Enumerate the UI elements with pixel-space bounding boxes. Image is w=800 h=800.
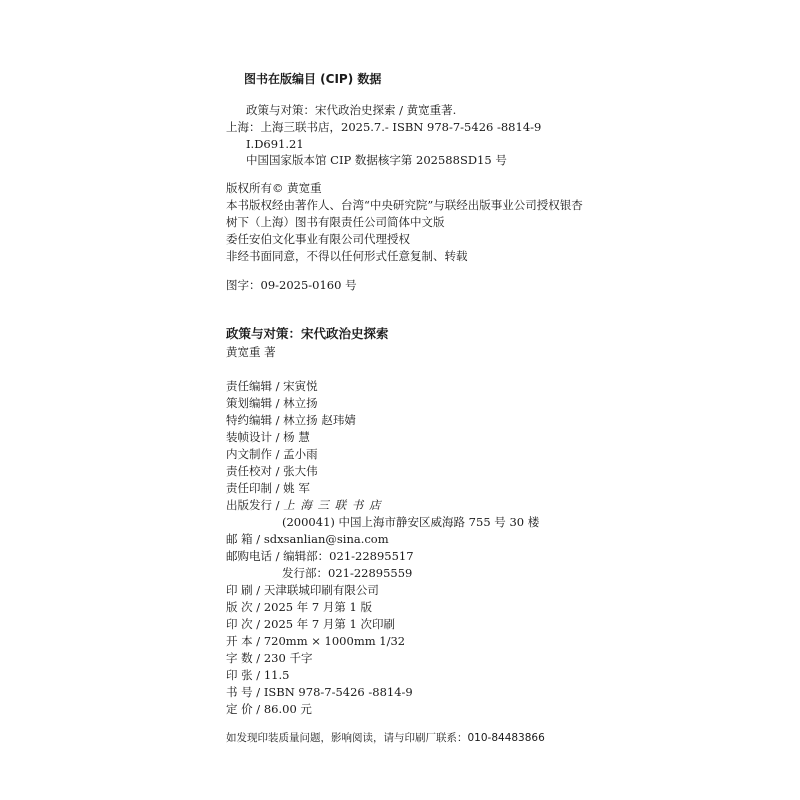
publisher-tel-distribution: 发行部：021-22895559: [282, 566, 413, 580]
credit-line: 特约编辑 / 林立扬 赵玮婧: [226, 413, 356, 427]
book-author: 黄宽重 著: [226, 345, 276, 359]
publisher-logo: 上 海 三 联 书 店: [283, 498, 382, 512]
rights-line-1: 版权所有© 黄宽重: [226, 181, 322, 195]
quality-notice: 如发现印装质量问题，影响阅读，请与印刷厂联系：010-84483866: [226, 732, 545, 744]
cip-line-4: 中国国家版本馆 CIP 数据核字第 202588SD15 号: [246, 153, 507, 167]
publisher-line: [226, 500, 381, 512]
publisher-label: 出版发行 /: [226, 498, 284, 512]
book-title: 政策与对策：宋代政治史探索: [226, 326, 389, 341]
spec-line: 印 次 / 2025 年 7 月第 1 次印刷: [226, 617, 396, 631]
spec-line: 字 数 / 230 千字: [226, 651, 313, 665]
credit-line: 策划编辑 / 林立扬: [226, 396, 318, 410]
publisher-tel-editorial: 邮购电话 / 编辑部：021-22895517: [226, 549, 414, 563]
cip-line-3: I.D691.21: [246, 137, 304, 151]
credit-line: 装帧设计 / 杨 慧: [226, 430, 310, 444]
credit-line: 责任校对 / 张大伟: [226, 464, 318, 478]
credit-line: 责任编辑 / 宋寅悦: [226, 379, 318, 393]
cip-line-1: 政策与对策：宋代政治史探索 / 黄宽重著.: [246, 103, 457, 117]
spec-line: 印 刷 / 天津联城印刷有限公司: [226, 583, 379, 597]
credit-line: 责任印制 / 姚 军: [226, 481, 310, 495]
rights-line-4: 委任安伯文化事业有限公司代理授权: [226, 232, 410, 246]
spec-line: 书 号 / ISBN 978-7-5426 -8814-9: [226, 685, 413, 699]
spec-line: 开 本 / 720mm × 1000mm 1/32: [226, 634, 406, 648]
spec-line: 印 张 / 11.5: [226, 668, 290, 682]
register-number: 图字：09-2025-0160 号: [226, 278, 357, 292]
cip-line-2: 上海：上海三联书店，2025.7.- ISBN 978-7-5426 -8814-9: [226, 120, 542, 134]
spec-line: 定 价 / 86.00 元: [226, 702, 312, 716]
spec-line: 版 次 / 2025 年 7 月第 1 版: [226, 600, 373, 614]
rights-line-3: 树下（上海）图书有限责任公司简体中文版: [226, 215, 445, 229]
credit-line: 内文制作 / 孟小雨: [226, 447, 318, 461]
rights-line-5: 非经书面同意，不得以任何形式任意复制、转载: [226, 249, 468, 263]
cip-title: 图书在版编目 (CIP) 数据: [244, 72, 382, 86]
publisher-address: (200041) 中国上海市静安区威海路 755 号 30 楼: [282, 515, 540, 529]
publisher-email: 邮 箱 / sdxsanlian@sina.com: [226, 532, 389, 546]
rights-line-2: 本书版权经由著作人、台湾“中央研究院”与联经出版事业公司授权银杏: [226, 198, 583, 212]
